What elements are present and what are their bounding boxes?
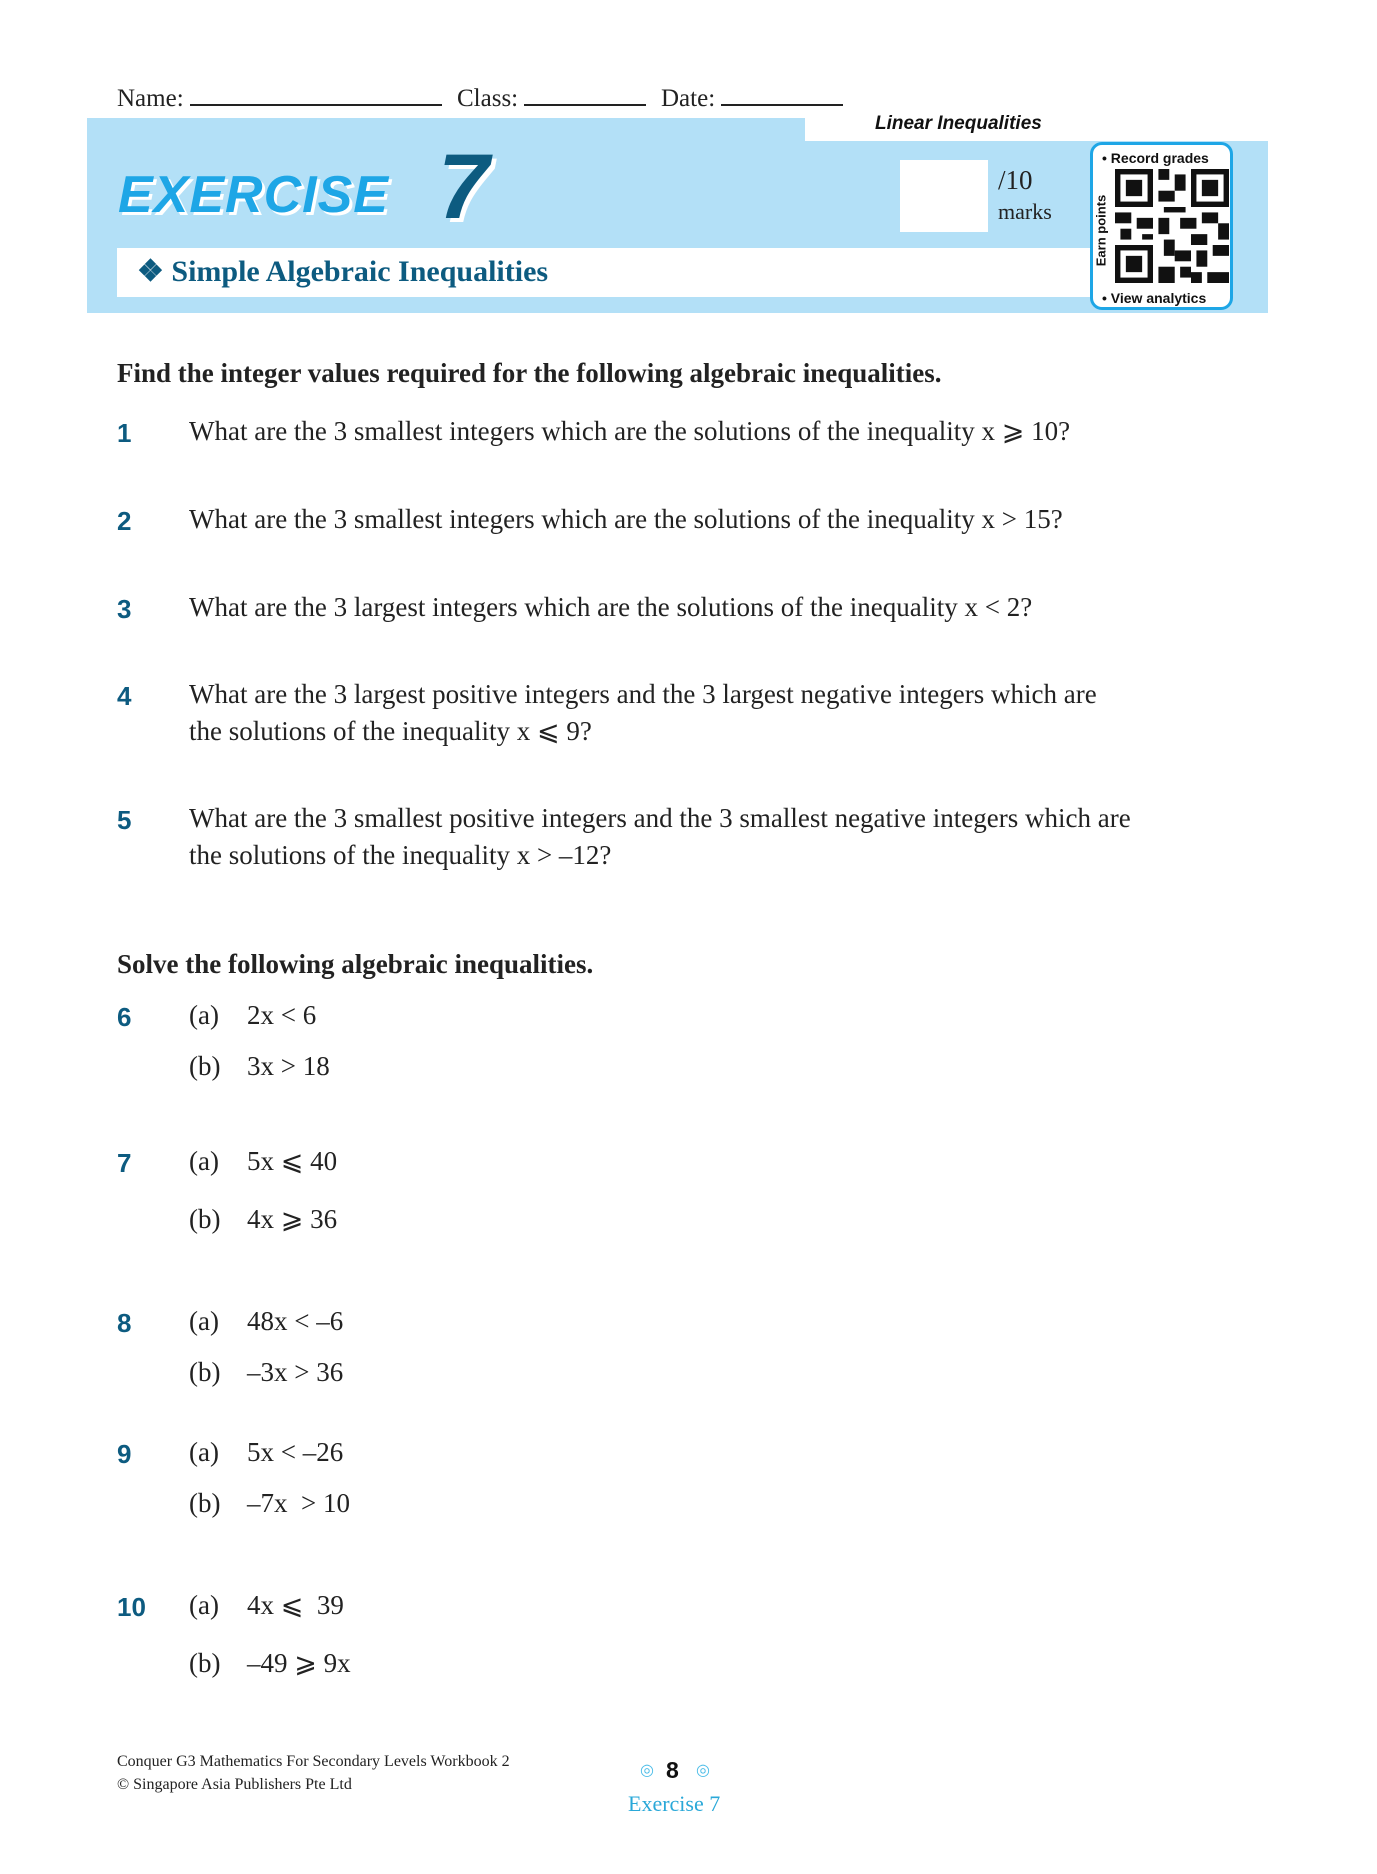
marks-total: /10 bbox=[998, 165, 1033, 195]
question-number: 5 bbox=[117, 805, 132, 835]
page-ornament-right-icon: ◎ bbox=[696, 1762, 710, 1779]
footer-copyright: © Singapore Asia Publishers Pte Ltd bbox=[117, 1776, 352, 1793]
marks-label: marks bbox=[998, 199, 1052, 224]
page-number: 8 bbox=[666, 1757, 679, 1783]
part-label: (a) bbox=[189, 1000, 219, 1030]
expression: 3x > 18 bbox=[247, 1051, 330, 1081]
part-label: (a) bbox=[189, 1590, 219, 1620]
subtitle: ❖ Simple Algebraic Inequalities bbox=[137, 255, 549, 288]
expression: –49 ⩾ 9x bbox=[247, 1648, 351, 1678]
expression: 5x ⩽ 40 bbox=[247, 1146, 338, 1176]
topic-title: Linear Inequalities bbox=[875, 113, 1042, 134]
question-number: 8 bbox=[117, 1308, 132, 1338]
qr-code[interactable] bbox=[1090, 142, 1233, 310]
name-field[interactable] bbox=[117, 82, 442, 113]
section2-instruction: Solve the following algebraic inequalities. bbox=[117, 949, 594, 979]
qr-top-text: • Record grades bbox=[1102, 150, 1209, 166]
question-number: 4 bbox=[117, 681, 132, 711]
date-field[interactable] bbox=[661, 82, 843, 113]
question-text: What are the 3 largest integers which are the solutions of the inequality x < 2? bbox=[189, 592, 1033, 622]
footer-exercise: Exercise 7 bbox=[628, 1791, 721, 1816]
expression: 48x < –6 bbox=[247, 1306, 344, 1336]
date-label: Date: bbox=[661, 85, 716, 112]
part-label: (a) bbox=[189, 1146, 219, 1176]
exercise-label: EXERCISE bbox=[118, 166, 389, 224]
expression: –7x > 10 bbox=[247, 1488, 350, 1518]
qr-pattern-icon bbox=[1115, 169, 1229, 283]
question-number: 6 bbox=[117, 1002, 132, 1032]
expression: 4x ⩽ 39 bbox=[247, 1590, 344, 1620]
question-text: What are the 3 smallest integers which are the solutions of the inequality x ⩾ 10? bbox=[189, 416, 1071, 446]
expression: 4x ⩾ 36 bbox=[247, 1204, 338, 1234]
class-field[interactable] bbox=[457, 82, 646, 113]
page-ornament-left-icon: ◎ bbox=[640, 1762, 654, 1779]
name-label: Name: bbox=[117, 85, 184, 112]
section1-instruction: Find the integer values required for the following algebraic inequalities. bbox=[117, 358, 942, 388]
exercise-number: 7 bbox=[438, 136, 490, 238]
qr-side-text: Earn points bbox=[1093, 194, 1109, 267]
question-text: What are the 3 smallest positive integers and the 3 smallest negative integers which are bbox=[189, 803, 1131, 833]
question-number: 7 bbox=[117, 1148, 132, 1178]
question-number: 9 bbox=[117, 1439, 132, 1469]
question-number: 1 bbox=[117, 418, 132, 448]
question-text: What are the 3 largest positive integers and the 3 largest negative integers which are bbox=[189, 679, 1097, 709]
part-label: (b) bbox=[189, 1648, 221, 1678]
expression: –3x > 36 bbox=[247, 1357, 344, 1387]
part-label: (b) bbox=[189, 1204, 221, 1234]
question-text: the solutions of the inequality x ⩽ 9? bbox=[189, 716, 592, 746]
part-label: (a) bbox=[189, 1306, 219, 1336]
part-label: (b) bbox=[189, 1488, 221, 1518]
question-text: the solutions of the inequality x > –12? bbox=[189, 840, 612, 870]
expression: 5x < –26 bbox=[247, 1437, 344, 1467]
question-text: What are the 3 smallest integers which are the solutions of the inequality x > 15? bbox=[189, 504, 1063, 534]
class-label: Class: bbox=[457, 85, 519, 112]
question-number: 10 bbox=[117, 1592, 146, 1622]
expression: 2x < 6 bbox=[247, 1000, 317, 1030]
question-number: 2 bbox=[117, 506, 132, 536]
part-label: (b) bbox=[189, 1051, 221, 1081]
qr-bottom-text: • View analytics bbox=[1102, 290, 1207, 306]
part-label: (b) bbox=[189, 1357, 221, 1387]
footer-book-title: Conquer G3 Mathematics For Secondary Levels Workbook 2 bbox=[117, 1753, 510, 1770]
question-number: 3 bbox=[117, 594, 132, 624]
marks-box[interactable] bbox=[900, 160, 988, 232]
part-label: (a) bbox=[189, 1437, 219, 1467]
